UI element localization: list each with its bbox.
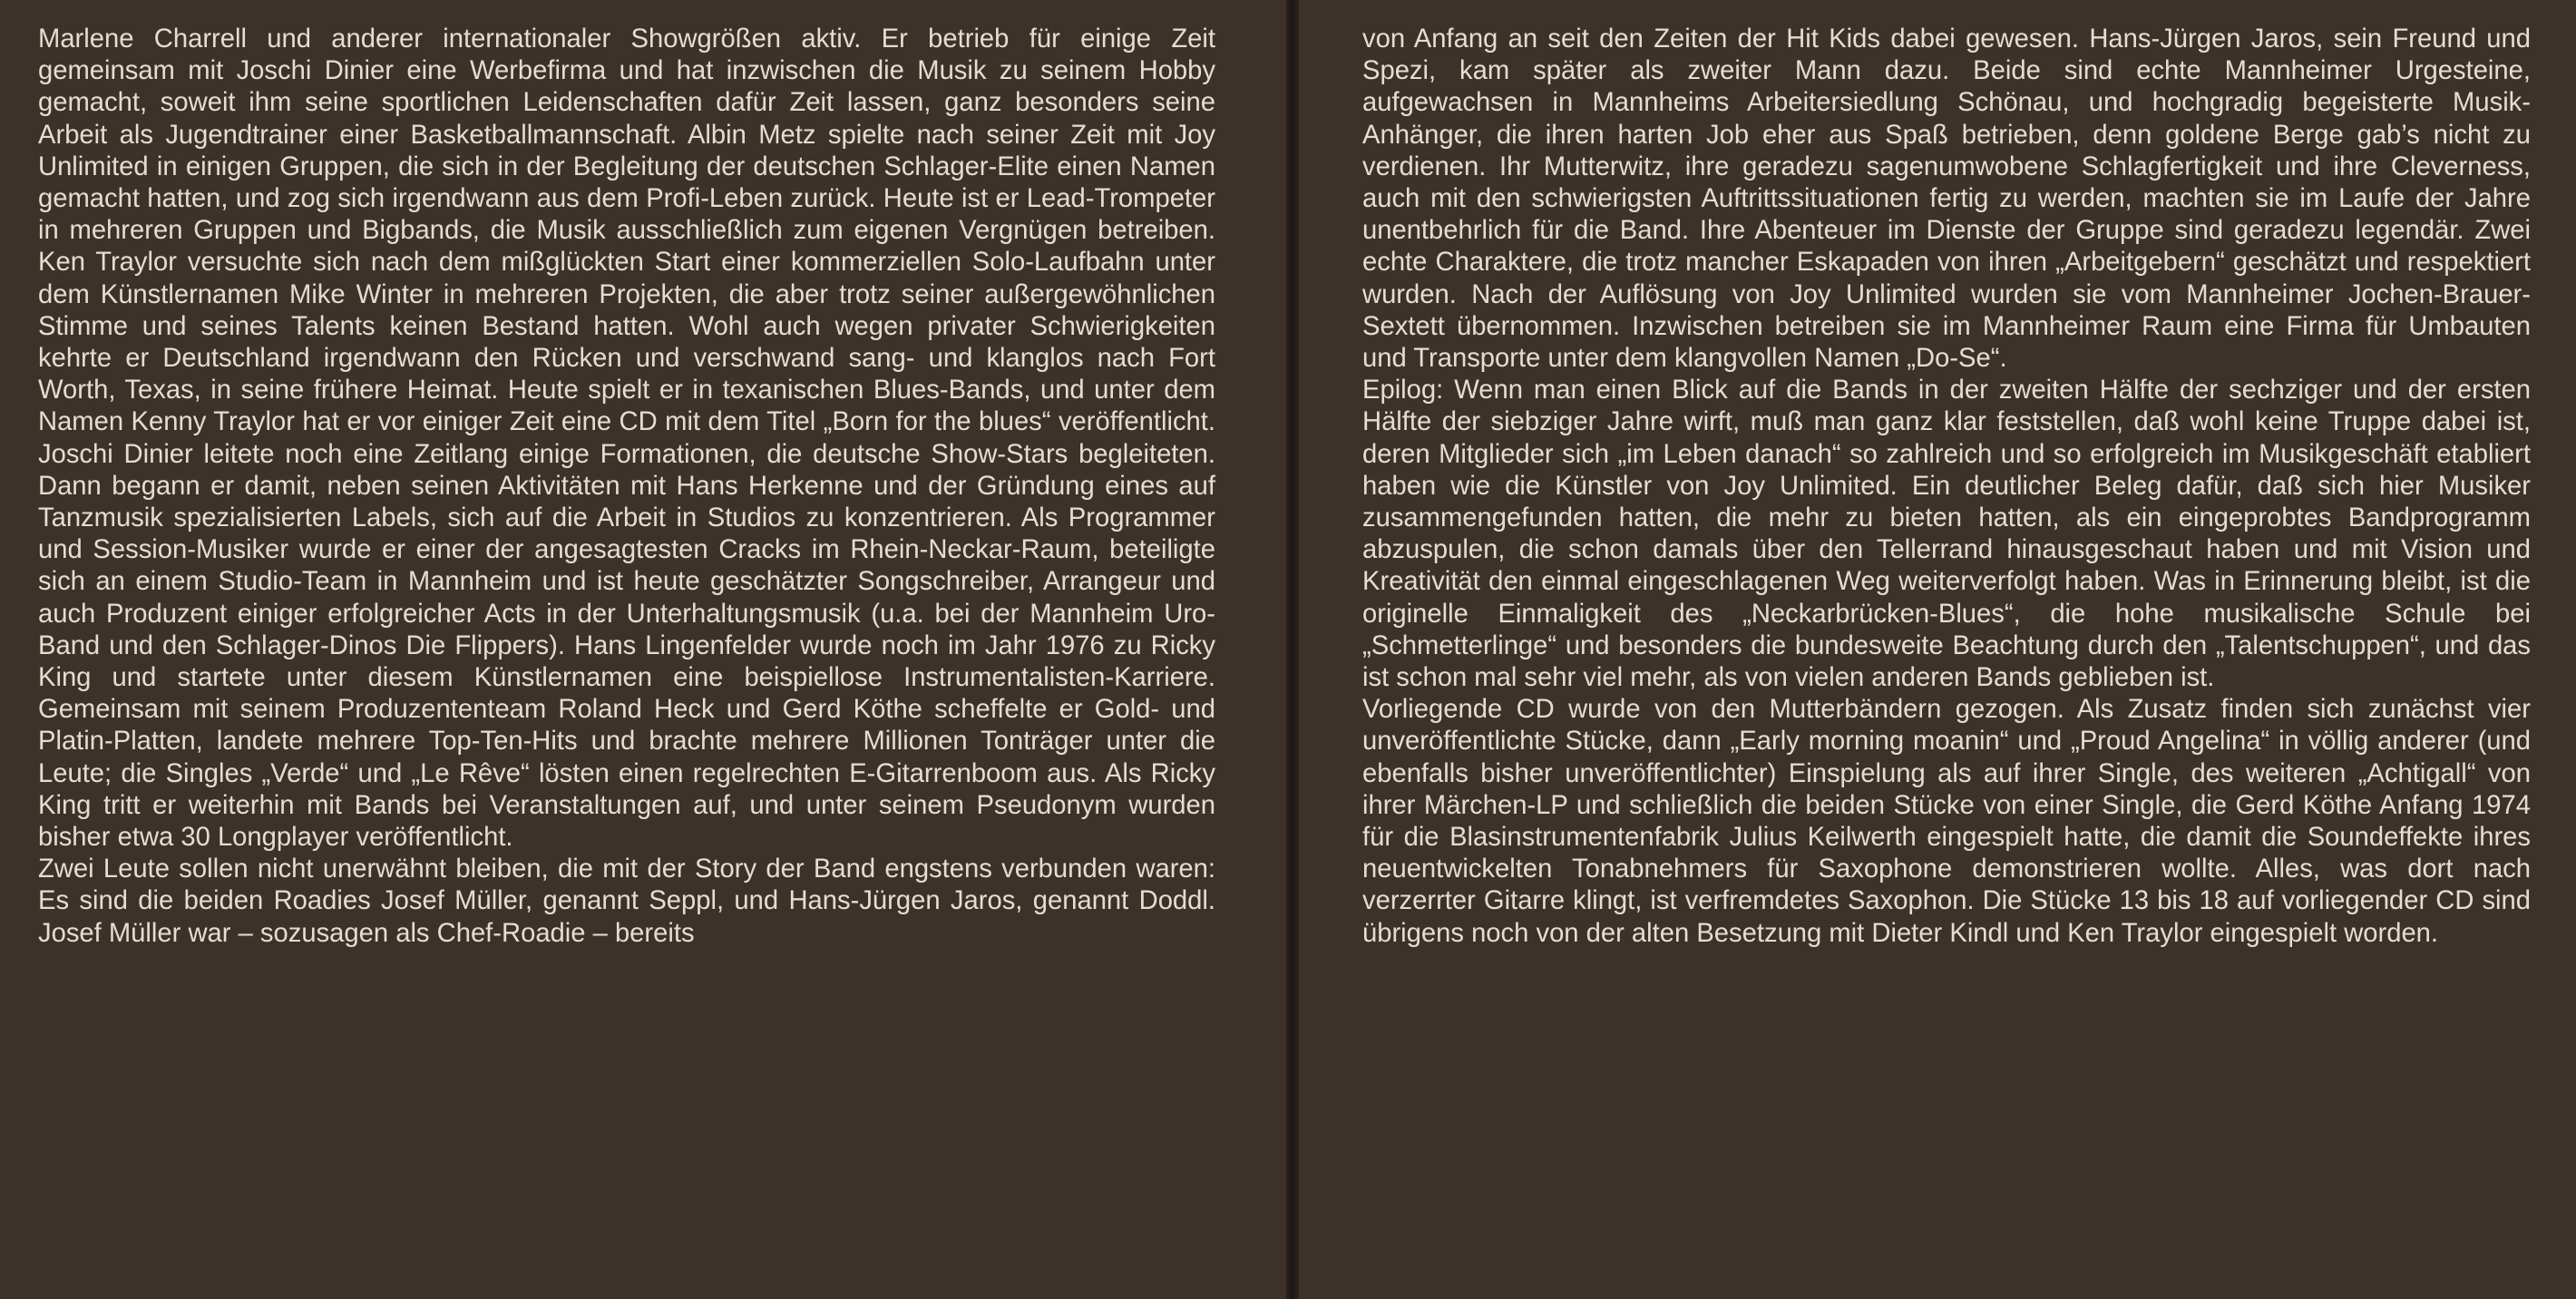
right-text-column — [1362, 24, 2531, 950]
paragraph: Marlene Charrell und anderer internationaler Showgrößen aktiv. Er betrieb für einige Zeit gemeinsam mit Joschi Dinier eine Werbefirma und hat inzwischen die Musik zu seinem Hobby gemacht, soweit ihm seine sportlichen Leidenschaften dafür Zeit lassen, ganz besonders seine Arbeit als Jugendtrainer einer Basketballmannschaft. Albin Metz spielte nach seiner Zeit mit Joy Unlimited in einigen Gruppen, die sich in der Begleitung der deutschen Schlager-Elite einen Namen gemacht hatten, und zog sich irgendwann aus dem Profi-Leben zurück. Heute ist er Lead-Trompeter in mehreren Gruppen und Bigbands, die Musik ausschließlich zum eigenen Vergnügen betreiben. Ken Traylor versuchte sich nach dem mißglückten Start einer kommerziellen Solo-Laufbahn unter dem Künstlernamen Mike Winter in mehreren Projekten, die aber trotz seiner außergewöhnlichen Stimme und seines Talents keinen Bestand hatten. Wohl auch wegen privater Schwierigkeiten kehrte er Deutschland irgendwann den Rücken und verschwand sang- und klanglos nach Fort Worth, Texas, in seine frühere Heimat. Heute spielt er in texanischen Blues-Bands, und unter dem Namen Kenny Traylor hat er vor einiger Zeit eine CD mit dem Titel „Born for the blues“ veröffentlicht. Joschi Dinier leitete noch eine Zeitlang einige Formationen, die deutsche Show-Stars begleiteten. Dann begann er damit, neben seinen Aktivitäten mit Hans Herkenne und der Gründung eines auf Tanzmusik spezialisierten Labels, sich auf die Arbeit in Studios zu konzentrieren. Als Programmer und Session-Musiker wurde er einer der angesagtesten Cracks im Rhein-Neckar-Raum, beteiligte sich an einem Studio-Team in Mannheim und ist heute geschätzter Songschreiber, Arrangeur und auch Produzent einiger erfolgreicher Acts in der Unterhaltungsmusik (u.a. bei der Mannheim Uro-Band und den Schlager-Dinos Die Flippers). Hans Lingenfelder wurde noch im Jahr 1976 zu Ricky King und startete unter diesem Künstlernamen eine beispiellose Instrumentalisten-Karriere. Gemeinsam mit seinem Produzententeam Roland Heck und Gerd Köthe scheffelte er Gold- und Platin-Platten, landete mehrere Top-Ten-Hits und brachte mehrere Millionen Tonträger unter die Leute; die Singles „Verde“ und „Le Rêve“ lösten einen regelrechten E-Gitarrenboom aus. Als Ricky King tritt er weiterhin mit Bands bei Veranstaltungen auf, und unter seinem Pseudonym wurden bisher etwa 30 Longplayer veröffentlicht. — [38, 24, 1215, 853]
paragraph: Epilog: Wenn man einen Blick auf die Bands in der zweiten Hälfte der sechziger und der ersten Hälfte der siebziger Jahre wirft, muß man ganz klar feststellen, daß wohl keine Truppe dabei ist, deren Mitglieder sich „im Leben danach“ so zahlreich und so erfolgreich im Musikgeschäft etabliert haben wie die Künstler von Joy Unlimited. Ein deutlicher Beleg dafür, daß sich hier Musiker zusammengefunden hatten, die mehr zu bieten hatten, als ein eingeprobtes Bandprogramm abzuspulen, die schon damals über den Tellerrand hinausgeschaut haben und mit Vision und Kreativität den einmal eingeschlagenen Weg weiterverfolgt haben. Was in Erinnerung bleibt, ist die originelle Einmaligkeit des „Neckarbrücken-Blues“, die hohe musikalische Schule bei „Schmetterlinge“ und besonders die bundesweite Beachtung durch den „Talentschuppen“, und das ist schon mal sehr viel mehr, als von vielen anderen Bands geblieben ist. — [1362, 376, 2531, 693]
paragraph: Zwei Leute sollen nicht unerwähnt bleiben, die mit der Story der Band engstens verbunden waren: Es sind die beiden Roadies Josef Müller, genannt Seppl, und Hans-Jürgen Jaros, genannt Doddl. Josef Müller war – sozusagen als Chef-Roadie – bereits — [38, 855, 1215, 948]
right-page — [1299, 0, 2576, 1299]
center-fold — [1286, 0, 1299, 1299]
left-text-column — [38, 24, 1215, 950]
paragraph: Vorliegende CD wurde von den Mutterbändern gezogen. Als Zusatz finden sich zunächst vier unveröffentlichte Stücke, dann „Early morning moanin“ und „Proud Angelina“ in völlig anderer (und ebenfalls bisher unveröffentlichter) Einspielung als auf ihrer Single, des weiteren „Achtigall“ von ihrer Märchen-LP und schließlich die beiden Stücke von einer Single, die Gerd Köthe Anfang 1974 für die Blasinstrumentenfabrik Julius Keilwerth eingespielt hatte, die damit die Soundeffekte ihres neuentwickelten Tonabnehmers für Saxophone demonstrieren wollte. Alles, was dort nach verzerrter Gitarre klingt, ist verfremdetes Saxophon. Die Stücke 13 bis 18 auf vorliegender CD sind übrigens noch von der alten Besetzung mit Dieter Kindl und Ken Traylor eingespielt worden. — [1362, 695, 2531, 948]
left-page — [0, 0, 1286, 1299]
paragraph: von Anfang an seit den Zeiten der Hit Kids dabei gewesen. Hans-Jürgen Jaros, sein Freund und Spezi, kam später als zweiter Mann dazu. Beide sind echte Mannheimer Urgesteine, aufgewachsen in Mannheims Arbeitersiedlung Schönau, und hochgradig begeisterte Musik-Anhänger, die ihren harten Job eher aus Spaß betrieben, denn goldene Berge gab’s nicht zu verdienen. Ihr Mutterwitz, ihre geradezu sagenumwobene Schlagfertigkeit und ihre Cleverness, auch mit den schwierigsten Auftrittssituationen fertig zu werden, machten sie im Laufe der Jahre unentbehrlich für die Band. Ihre Abenteuer im Dienste der Gruppe sind geradezu legendär. Zwei echte Charaktere, die trotz mancher Eskapaden von ihren „Arbeitgebern“ geschätzt und respektiert wurden. Nach der Auflösung von Joy Unlimited wurden sie vom Mannheimer Jochen-Brauer-Sextett übernommen. Inzwischen betreiben sie im Mannheimer Raum eine Firma für Umbauten und Transporte unter dem klangvollen Namen „Do-Se“. — [1362, 24, 2531, 374]
